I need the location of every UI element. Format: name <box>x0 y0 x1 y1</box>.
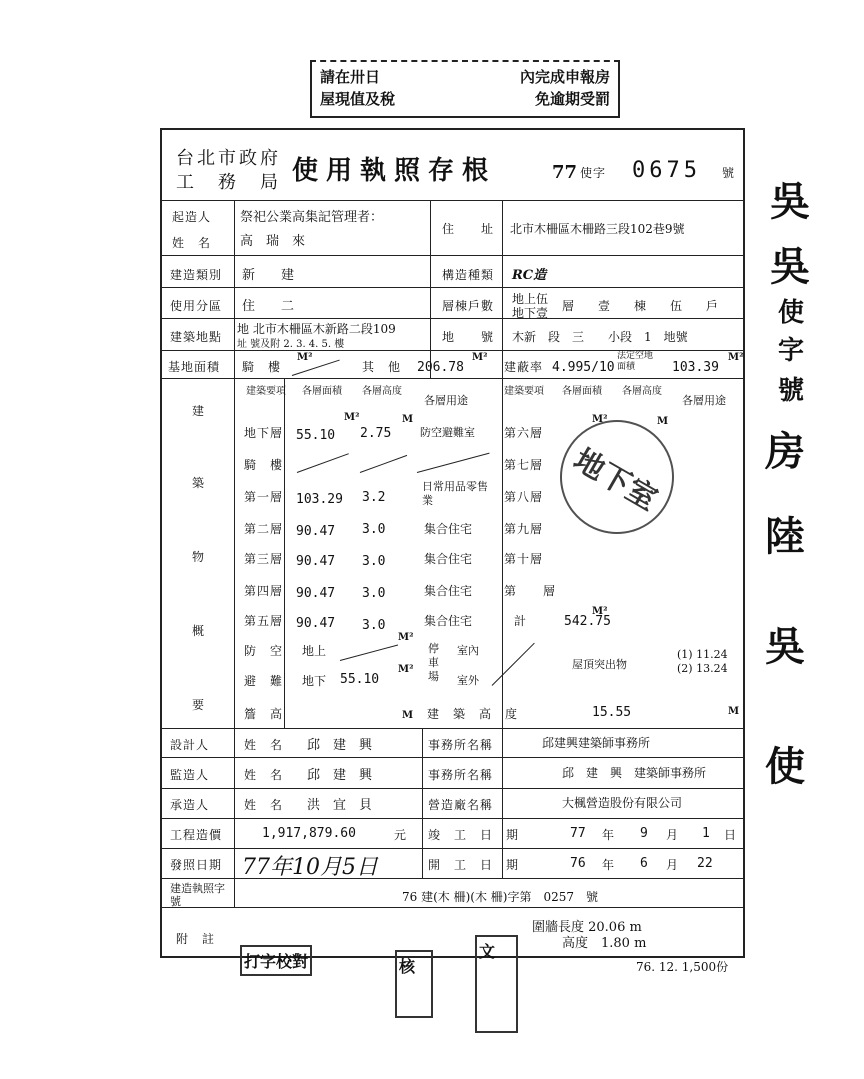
remarks-line1: 圍牆長度 20.06 m <box>532 920 642 935</box>
cost-label: 工程造價 <box>170 828 223 842</box>
start-month-unit: 月 <box>666 858 680 872</box>
col-header-use-r: 各層用途 <box>682 394 726 407</box>
footer-note: 76. 12. 1,500份 <box>636 960 729 974</box>
agency-line2: 工 務 局 <box>176 172 281 193</box>
permit-prefix: 使字 <box>580 166 607 180</box>
cost-value: 1,917,879.60 <box>262 826 356 841</box>
permit-value: 76 建(木 柵)(木 柵)字第 0257 號 <box>402 890 598 904</box>
start-label: 開 工 日 期 <box>428 858 520 872</box>
col-header-area-r: 各層面積 <box>562 386 602 397</box>
applicant-label: 起造人 <box>172 210 212 224</box>
approve-stamp: 核 <box>395 950 433 1018</box>
row-f8-name: 第八層 <box>504 490 544 504</box>
side-mark-7: 陸 <box>765 513 805 560</box>
other-unit: M² <box>472 352 488 363</box>
row-f4-area: 90.47 <box>296 586 336 601</box>
address-value: 北市木柵區木柵路三段102巷9號 <box>510 222 685 236</box>
evac-label: 避 難 <box>244 674 284 688</box>
contractor-office-label: 營造廠名稱 <box>428 798 494 812</box>
address-label: 住 址 <box>442 222 495 236</box>
row-f4-use: 集合住宅 <box>424 584 473 598</box>
row-total-area: 542.75 <box>564 614 611 629</box>
row-f1-area: 103.29 <box>296 492 343 507</box>
remarks-line2: 高度 1.80 m <box>562 936 647 951</box>
contractor-name: 洪 宜 貝 <box>307 798 373 813</box>
row-f6-name: 第六層 <box>504 426 544 440</box>
finish-day: 1 <box>702 826 710 841</box>
start-month: 6 <box>640 856 648 871</box>
side-label-1: 建 <box>192 404 206 418</box>
shelter-label: 防 空 <box>244 644 284 658</box>
row-b1-height: 2.75 <box>360 426 392 441</box>
roof-v1: (1) 11.24 <box>677 648 728 661</box>
row-f5-name: 第五層 <box>244 614 284 628</box>
zoning-value: 住 二 <box>242 299 295 314</box>
start-day: 22 <box>697 856 713 871</box>
col-header-item-r: 建築要項 <box>504 386 544 397</box>
notice-line2-right: 免逾期受罰 <box>534 90 610 108</box>
issue-label: 發照日期 <box>170 858 223 872</box>
round-stamp: 地下室 <box>539 399 695 555</box>
floors-line2: 地下壹 <box>512 306 549 320</box>
row-f3-use: 集合住宅 <box>424 552 473 566</box>
side-label-4: 概 <box>192 624 206 638</box>
designer-label: 設計人 <box>170 738 210 752</box>
start-year: 76 <box>570 856 586 871</box>
unit-m-eave: M <box>402 710 414 721</box>
row-f2-name: 第二層 <box>244 522 284 536</box>
side-mark-9: 使 <box>765 743 805 790</box>
lot-label: 地 號 <box>442 330 495 344</box>
row-f1-height: 3.2 <box>362 490 386 505</box>
row-f4-height: 3.0 <box>362 586 386 601</box>
structure-label: 構造種類 <box>442 268 495 282</box>
floors-line1: 地上伍 <box>512 292 549 306</box>
designer-office-label: 事務所名稱 <box>428 738 494 752</box>
finish-label: 竣 工 日 期 <box>428 828 520 842</box>
other-value: 206.78 <box>417 360 464 375</box>
row-f9-name: 第九層 <box>504 522 544 536</box>
applicant-value2: 高 瑞 來 <box>240 234 306 249</box>
side-mark-8: 吳 <box>765 623 805 670</box>
contractor-office: 大楓營造股份有限公司 <box>562 796 683 810</box>
document-stamp: 文 <box>475 935 518 1033</box>
form-title: 使用執照存根 <box>292 156 497 186</box>
remarks-label: 附 註 <box>176 932 216 946</box>
permit-suffix: 號 <box>722 166 736 180</box>
roof-label: 屋頂突出物 <box>572 658 627 671</box>
cost-unit: 元 <box>394 828 408 842</box>
other-label: 其 他 <box>362 360 402 374</box>
row-b1-name: 地下層 <box>244 426 284 440</box>
supervisor-name: 邱 建 興 <box>307 768 373 783</box>
contractor-label: 承造人 <box>170 798 210 812</box>
side-mark-1: 吳 <box>770 178 810 225</box>
finish-month-unit: 月 <box>666 828 680 842</box>
structure-value: RC造 <box>512 268 547 283</box>
designer-office: 邱建興建築師事務所 <box>542 736 651 750</box>
row-f1-use: 日常用品零售業 <box>422 480 488 507</box>
open-space-value: 103.39 <box>672 360 719 375</box>
side-label-2: 築 <box>192 476 206 490</box>
side-label-3: 物 <box>192 550 206 564</box>
supervisor-office-label: 事務所名稱 <box>428 768 494 782</box>
contractor-name-label: 姓 名 <box>244 798 284 812</box>
site-value2: 址 號及附 2. 3. 4. 5. 樓 <box>237 339 345 350</box>
finish-day-unit: 日 <box>724 828 738 842</box>
row-f2-use: 集合住宅 <box>424 522 473 536</box>
supervisor-name-label: 姓 名 <box>244 768 284 782</box>
permit-form <box>160 128 745 958</box>
applicant-value1: 祭祀公業高集記管理者： <box>240 210 384 225</box>
arcade-label: 騎 樓 <box>242 360 282 374</box>
row-f3-name: 第三層 <box>244 552 284 566</box>
side-mark-3: 使 <box>778 298 805 328</box>
notice-line1-right: 內完成申報房 <box>519 68 610 86</box>
side-label-5: 要 <box>192 698 206 712</box>
evac-value: 55.10 <box>340 672 380 687</box>
col-header-height-r: 各層高度 <box>622 386 662 397</box>
supervisor-label: 監造人 <box>170 768 210 782</box>
permit-year: 77 <box>552 162 578 183</box>
side-mark-5: 號 <box>778 376 805 406</box>
open-space-unit: M² <box>728 352 744 363</box>
evac-sub: 地下 <box>302 674 327 688</box>
unit-m2-evac: M² <box>398 664 414 675</box>
row-f2-area: 90.47 <box>296 524 336 539</box>
arcade-unit: M² <box>297 352 313 363</box>
notice-line2-left: 屋現值及稅 <box>320 90 396 108</box>
coverage-label: 建蔽率 <box>504 360 544 374</box>
row-f5-height: 3.0 <box>362 618 386 633</box>
notice-line1-left: 請在卅日 <box>320 68 381 86</box>
floors-label: 層棟戶數 <box>442 299 495 313</box>
building-type-label: 建造類別 <box>170 268 223 282</box>
unit-m-f6: M <box>657 416 669 427</box>
proofread-stamp: 打字校對 <box>240 945 312 976</box>
eave-label: 簷 高 <box>244 707 284 721</box>
bldg-height-label: 建 築 高 度 <box>427 707 519 721</box>
row-f2-height: 3.0 <box>362 522 386 537</box>
supervisor-office: 邱 建 興 建築師事務所 <box>562 766 707 780</box>
finish-month: 9 <box>640 826 648 841</box>
zoning-label: 使用分區 <box>170 299 223 313</box>
designer-name: 邱 建 興 <box>307 738 373 753</box>
row-f5-area: 90.47 <box>296 616 336 631</box>
row-arcade-name: 騎 樓 <box>244 458 284 472</box>
col-header-use: 各層用途 <box>424 394 468 407</box>
permit-label: 建造執照字號 <box>170 882 225 908</box>
unit-m2-b1: M² <box>344 412 360 423</box>
roof-v2: (2) 13.24 <box>677 662 728 675</box>
designer-name-label: 姓 名 <box>244 738 284 752</box>
parking-in: 室內 <box>457 644 479 657</box>
unit-m-height: M <box>728 706 740 717</box>
row-f3-area: 90.47 <box>296 554 336 569</box>
permit-number: 0675 <box>632 158 701 183</box>
col-header-area: 各層面積 <box>302 386 342 397</box>
row-fn-name: 第 層 <box>504 584 557 598</box>
finish-year: 77 <box>570 826 586 841</box>
applicant-name-label: 姓 名 <box>172 236 212 250</box>
agency-line1: 台北市政府 <box>176 148 281 169</box>
building-type-value: 新 建 <box>242 268 295 283</box>
lot-value: 木新 段 三 小段 1 地號 <box>512 330 688 344</box>
bldg-height-value: 15.55 <box>592 705 632 720</box>
open-space-label: 法定空地面積 <box>617 351 654 372</box>
row-b1-area: 55.10 <box>296 428 336 443</box>
shelter-sub: 地上 <box>302 644 327 658</box>
site-label: 建築地點 <box>170 330 223 344</box>
floors-rest: 層 壹 棟 伍 戶 <box>562 299 719 313</box>
site-area-label: 基地面積 <box>168 360 221 374</box>
row-total-name: 計 <box>514 614 528 628</box>
coverage-value: 4.995/10 <box>552 360 615 375</box>
unit-m2-f6: M² <box>592 414 608 425</box>
side-mark-6: 房 <box>765 428 805 475</box>
unit-m2-total: M² <box>592 606 608 617</box>
col-header-height: 各層高度 <box>362 386 402 397</box>
parking-label: 停車場 <box>428 642 439 683</box>
row-f10-name: 第十層 <box>504 552 544 566</box>
row-f4-name: 第四層 <box>244 584 284 598</box>
row-f5-use: 集合住宅 <box>424 614 473 628</box>
unit-m2-shelter: M² <box>398 632 414 643</box>
parking-out: 室外 <box>457 674 479 687</box>
side-mark-4: 字 <box>778 336 805 366</box>
row-f7-name: 第七層 <box>504 458 544 472</box>
unit-m-b1: M <box>402 414 414 425</box>
col-header-item: 建築要項 <box>246 386 286 397</box>
site-value1: 地 北市木柵區木新路二段109 <box>237 322 396 336</box>
row-f1-name: 第一層 <box>244 490 284 504</box>
issue-value: 77年10月5日 <box>242 855 378 880</box>
side-mark-2: 吳 <box>770 243 810 290</box>
start-year-unit: 年 <box>602 858 616 872</box>
row-b1-use: 防空避難室 <box>420 426 475 439</box>
finish-year-unit: 年 <box>602 828 616 842</box>
row-f3-height: 3.0 <box>362 554 386 569</box>
notice-stamp <box>310 60 620 118</box>
